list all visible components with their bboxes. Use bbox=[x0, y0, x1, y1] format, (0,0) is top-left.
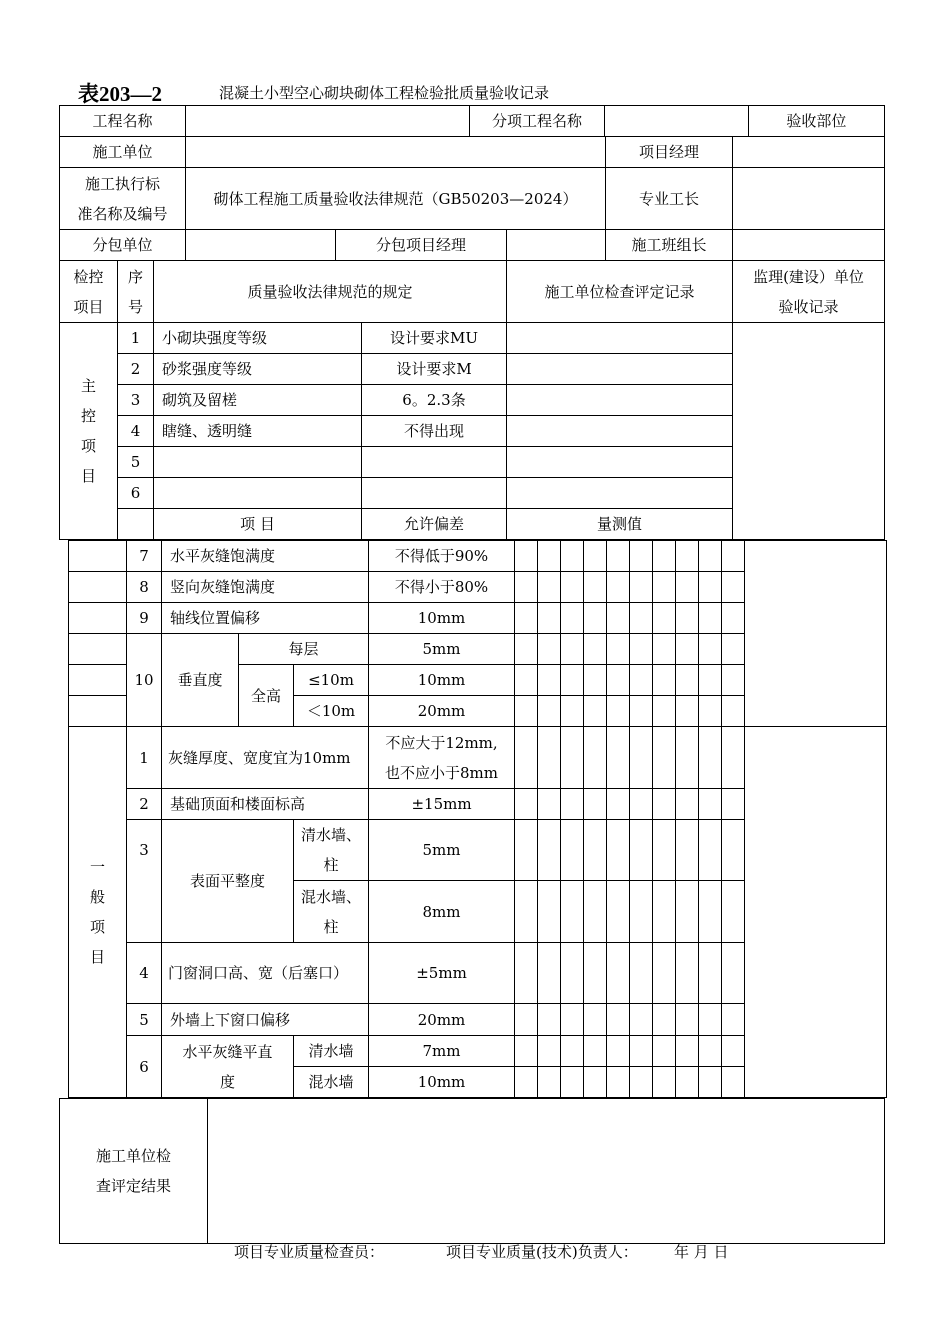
row-req: 8mm bbox=[369, 881, 515, 943]
measure-cell[interactable] bbox=[538, 665, 561, 696]
subcontractor-field[interactable] bbox=[186, 230, 336, 261]
row-req: 7mm bbox=[369, 1036, 515, 1067]
measure-cell[interactable] bbox=[515, 1036, 538, 1067]
main-control-label: 主 控 项 目 bbox=[60, 323, 118, 540]
measure-cell[interactable] bbox=[630, 541, 653, 572]
measure-cell[interactable] bbox=[653, 820, 676, 881]
measure-cell[interactable] bbox=[699, 881, 722, 943]
measure-cell[interactable] bbox=[722, 1036, 745, 1067]
result-table bbox=[59, 1098, 885, 1261]
clear-wall-label: 清水墙 bbox=[294, 1036, 369, 1067]
measure-cell[interactable] bbox=[653, 572, 676, 603]
measure-cell[interactable] bbox=[515, 1004, 538, 1036]
measure-cell[interactable] bbox=[561, 1036, 584, 1067]
check-item-header: 检控 项目 bbox=[60, 261, 118, 323]
measure-cell[interactable] bbox=[538, 634, 561, 665]
measured-items-table bbox=[68, 540, 887, 1098]
measure-cell[interactable] bbox=[538, 1067, 561, 1098]
result-label: 施工单位检 查评定结果 bbox=[60, 1099, 208, 1244]
measure-cell[interactable] bbox=[722, 572, 745, 603]
measure-cell[interactable] bbox=[653, 603, 676, 634]
info-table bbox=[59, 136, 885, 261]
row-record[interactable] bbox=[507, 478, 733, 509]
row-item: 砂浆强度等级 bbox=[154, 354, 362, 385]
measure-cell[interactable] bbox=[722, 789, 745, 820]
sub-project-field[interactable] bbox=[605, 106, 748, 136]
measure-cell[interactable] bbox=[653, 943, 676, 1004]
measure-cell[interactable] bbox=[722, 727, 745, 789]
measure-cell[interactable] bbox=[676, 665, 699, 696]
measure-cell[interactable] bbox=[607, 634, 630, 665]
date-label: 年 月 日 bbox=[674, 1243, 729, 1261]
measure-cell[interactable] bbox=[515, 696, 538, 727]
measure-cell[interactable] bbox=[722, 1004, 745, 1036]
measure-cell[interactable] bbox=[699, 1036, 722, 1067]
acceptance-part-label: 验收部位 bbox=[786, 112, 847, 130]
row-item[interactable] bbox=[154, 478, 362, 509]
measure-cell[interactable] bbox=[538, 789, 561, 820]
measure-cell[interactable] bbox=[561, 696, 584, 727]
row-no: 5 bbox=[127, 1004, 162, 1036]
measure-cell[interactable] bbox=[515, 943, 538, 1004]
measure-cell[interactable] bbox=[561, 1067, 584, 1098]
supervisor-record-field[interactable] bbox=[733, 323, 885, 540]
measure-cell[interactable] bbox=[630, 665, 653, 696]
mixed-wall-label: 混水墙、 柱 bbox=[294, 881, 369, 943]
measure-cell[interactable] bbox=[584, 541, 607, 572]
row-req[interactable] bbox=[362, 478, 507, 509]
le10-label: ≤10m bbox=[294, 665, 369, 696]
per-floor-label: 每层 bbox=[239, 634, 369, 665]
measure-cell[interactable] bbox=[515, 572, 538, 603]
mixed-wall-label: 混水墙 bbox=[294, 1067, 369, 1098]
measure-cell[interactable] bbox=[538, 1004, 561, 1036]
measure-cell[interactable] bbox=[584, 943, 607, 1004]
measure-cell[interactable] bbox=[561, 572, 584, 603]
row-no: 6 bbox=[118, 478, 154, 509]
row-req: 10mm bbox=[369, 665, 515, 696]
measure-cell[interactable] bbox=[653, 1004, 676, 1036]
measure-cell[interactable] bbox=[607, 665, 630, 696]
project-name-field[interactable] bbox=[186, 106, 470, 137]
project-name-label: 工程名称 bbox=[60, 106, 186, 137]
measure-cell[interactable] bbox=[607, 881, 630, 943]
row-item: 轴线位置偏移 bbox=[162, 603, 369, 634]
measure-cell[interactable] bbox=[630, 881, 653, 943]
table-number: 表203—2 bbox=[78, 82, 162, 106]
spec-header: 质量验收法律规范的规定 bbox=[154, 261, 507, 323]
measure-cell[interactable] bbox=[538, 881, 561, 943]
measure-cell[interactable] bbox=[722, 665, 745, 696]
inspector-label: 项目专业质量检查员： bbox=[234, 1243, 385, 1261]
row-no: 2 bbox=[118, 354, 154, 385]
foreman-field[interactable] bbox=[733, 168, 885, 230]
measure-cell[interactable] bbox=[584, 696, 607, 727]
tech-lead-label: 项目专业质量(技术)负责人： bbox=[446, 1243, 638, 1261]
row-req: 不得小于80% bbox=[369, 572, 515, 603]
measure-cell[interactable] bbox=[630, 572, 653, 603]
measure-cell[interactable] bbox=[699, 634, 722, 665]
measure-cell[interactable] bbox=[607, 541, 630, 572]
measure-cell[interactable] bbox=[722, 881, 745, 943]
team-leader-label: 施工班组长 bbox=[606, 230, 733, 261]
row-no: 3 bbox=[127, 820, 162, 943]
measure-cell[interactable] bbox=[561, 727, 584, 789]
measure-cell[interactable] bbox=[561, 789, 584, 820]
measure-cell[interactable] bbox=[607, 1036, 630, 1067]
measure-cell[interactable] bbox=[676, 789, 699, 820]
row-req: 不应大于12mm, 也不应小于8mm bbox=[369, 727, 515, 789]
measure-cell[interactable] bbox=[630, 603, 653, 634]
measure-cell[interactable] bbox=[561, 820, 584, 881]
measure-cell[interactable] bbox=[653, 789, 676, 820]
measure-cell[interactable] bbox=[676, 634, 699, 665]
measure-cell[interactable] bbox=[607, 727, 630, 789]
measure-cell[interactable] bbox=[699, 1004, 722, 1036]
measure-cell[interactable] bbox=[630, 789, 653, 820]
measure-cell[interactable] bbox=[630, 820, 653, 881]
measure-cell[interactable] bbox=[515, 603, 538, 634]
row-req: ±5mm bbox=[369, 943, 515, 1004]
project-manager-field[interactable] bbox=[733, 137, 885, 168]
row-no: 7 bbox=[127, 541, 162, 572]
row-item: 竖向灰缝饱满度 bbox=[162, 572, 369, 603]
measure-cell[interactable] bbox=[676, 696, 699, 727]
sub-header-tolerance: 允许偏差 bbox=[362, 509, 507, 540]
measure-cell[interactable] bbox=[676, 1067, 699, 1098]
measure-cell[interactable] bbox=[607, 789, 630, 820]
measure-cell[interactable] bbox=[630, 1036, 653, 1067]
row-req: 10mm bbox=[369, 1067, 515, 1098]
measure-cell[interactable] bbox=[584, 665, 607, 696]
row-req: 5mm bbox=[369, 820, 515, 881]
measure-cell[interactable] bbox=[515, 541, 538, 572]
row-req: 20mm bbox=[369, 696, 515, 727]
row-req: 6。2.3条 bbox=[362, 385, 507, 416]
measure-cell[interactable] bbox=[630, 696, 653, 727]
row-no: 4 bbox=[127, 943, 162, 1004]
measure-cell[interactable] bbox=[515, 634, 538, 665]
row-no: 1 bbox=[127, 727, 162, 789]
standard-label: 施工执行标 准名称及编号 bbox=[60, 168, 186, 230]
measure-cell[interactable] bbox=[515, 789, 538, 820]
measure-cell[interactable] bbox=[676, 572, 699, 603]
measure-cell[interactable] bbox=[722, 943, 745, 1004]
measure-cell[interactable] bbox=[607, 820, 630, 881]
row-no: 8 bbox=[127, 572, 162, 603]
row-req: 设计要求M bbox=[362, 354, 507, 385]
sub-project-label: 分项工程名称 bbox=[470, 106, 605, 137]
measure-cell[interactable] bbox=[722, 634, 745, 665]
measure-cell[interactable] bbox=[584, 1036, 607, 1067]
measure-cell[interactable] bbox=[653, 1067, 676, 1098]
measure-cell[interactable] bbox=[538, 603, 561, 634]
row-item: 灰缝厚度、宽度宜为10mm bbox=[162, 727, 369, 789]
measure-cell[interactable] bbox=[630, 634, 653, 665]
measure-cell[interactable] bbox=[630, 727, 653, 789]
team-leader-field[interactable] bbox=[733, 230, 885, 261]
subcontractor-label: 分包单位 bbox=[60, 230, 186, 261]
measure-cell[interactable] bbox=[699, 727, 722, 789]
measure-cell[interactable] bbox=[653, 541, 676, 572]
measure-cell[interactable] bbox=[515, 665, 538, 696]
measure-cell[interactable] bbox=[584, 603, 607, 634]
construction-unit-label: 施工单位 bbox=[60, 137, 186, 168]
measure-cell[interactable] bbox=[607, 1067, 630, 1098]
row-record[interactable] bbox=[507, 354, 733, 385]
row-req[interactable] bbox=[362, 447, 507, 478]
measure-cell[interactable] bbox=[630, 1004, 653, 1036]
row-no: 3 bbox=[118, 385, 154, 416]
measure-cell[interactable] bbox=[676, 727, 699, 789]
measure-cell[interactable] bbox=[630, 1067, 653, 1098]
form-title: 混凝土小型空心砌块砌体工程检验批质量验收记录 bbox=[219, 84, 550, 102]
measure-cell[interactable] bbox=[676, 603, 699, 634]
row-item: 门窗洞口高、宽（后塞口） bbox=[162, 943, 369, 1004]
row-item[interactable] bbox=[154, 447, 362, 478]
sub-manager-label: 分包项目经理 bbox=[336, 230, 507, 261]
row-no: 10 bbox=[127, 634, 162, 727]
measure-cell[interactable] bbox=[538, 820, 561, 881]
flatness-label: 表面平整度 bbox=[162, 820, 294, 943]
measure-cell[interactable] bbox=[538, 943, 561, 1004]
measure-cell[interactable] bbox=[561, 603, 584, 634]
measure-cell[interactable] bbox=[653, 696, 676, 727]
sub-header-measured: 量测值 bbox=[507, 509, 733, 540]
measure-cell[interactable] bbox=[584, 820, 607, 881]
measure-cell[interactable] bbox=[538, 696, 561, 727]
row-item: 砌筑及留槎 bbox=[154, 385, 362, 416]
measure-cell[interactable] bbox=[584, 789, 607, 820]
foreman-label: 专业工长 bbox=[606, 168, 733, 230]
measure-cell[interactable] bbox=[515, 727, 538, 789]
measure-cell[interactable] bbox=[699, 603, 722, 634]
measure-cell[interactable] bbox=[676, 1036, 699, 1067]
contractor-record-header: 施工单位检查评定记录 bbox=[507, 261, 733, 323]
row-req: 10mm bbox=[369, 603, 515, 634]
measure-cell[interactable] bbox=[538, 541, 561, 572]
measure-cell[interactable] bbox=[722, 820, 745, 881]
row-item: 外墙上下窗口偏移 bbox=[162, 1004, 369, 1036]
row-no-empty bbox=[118, 509, 154, 540]
supervisor-field[interactable] bbox=[745, 541, 887, 727]
row-no: 9 bbox=[127, 603, 162, 634]
row-record[interactable] bbox=[507, 323, 733, 354]
measure-cell[interactable] bbox=[653, 881, 676, 943]
construction-unit-field[interactable] bbox=[186, 137, 606, 168]
measure-cell[interactable] bbox=[538, 1036, 561, 1067]
verticality-label: 垂直度 bbox=[162, 634, 239, 727]
measure-cell[interactable] bbox=[584, 1067, 607, 1098]
measure-cell[interactable] bbox=[607, 1004, 630, 1036]
row-req: 不得出现 bbox=[362, 416, 507, 447]
measure-cell[interactable] bbox=[676, 881, 699, 943]
info-and-main-control-table bbox=[59, 105, 885, 137]
row-no: 4 bbox=[118, 416, 154, 447]
measure-cell[interactable] bbox=[515, 1067, 538, 1098]
measure-cell[interactable] bbox=[538, 572, 561, 603]
measure-cell[interactable] bbox=[584, 1004, 607, 1036]
row-record[interactable] bbox=[507, 385, 733, 416]
joint-straightness-label: 水平灰缝平直 度 bbox=[162, 1036, 294, 1098]
row-item: 瞎缝、透明缝 bbox=[154, 416, 362, 447]
measure-cell[interactable] bbox=[699, 820, 722, 881]
measure-cell[interactable] bbox=[676, 1004, 699, 1036]
clear-wall-label: 清水墙、 柱 bbox=[294, 820, 369, 881]
measure-cell[interactable] bbox=[607, 572, 630, 603]
measure-cell[interactable] bbox=[722, 1067, 745, 1098]
measure-cell[interactable] bbox=[561, 665, 584, 696]
measure-cell[interactable] bbox=[699, 789, 722, 820]
measure-cell[interactable] bbox=[561, 1004, 584, 1036]
measure-cell[interactable] bbox=[584, 634, 607, 665]
measure-cell[interactable] bbox=[722, 603, 745, 634]
measure-cell[interactable] bbox=[699, 696, 722, 727]
row-req: 5mm bbox=[369, 634, 515, 665]
full-height-label: 全高 bbox=[239, 665, 294, 727]
measure-cell[interactable] bbox=[584, 572, 607, 603]
measure-cell[interactable] bbox=[584, 881, 607, 943]
general-items-label: 一 般 项 目 bbox=[69, 727, 127, 1098]
row-req: 设计要求MU bbox=[362, 323, 507, 354]
main-control-table bbox=[59, 260, 885, 540]
row-no: 1 bbox=[118, 323, 154, 354]
gt10-label: ＜10m bbox=[294, 696, 369, 727]
measure-cell[interactable] bbox=[561, 541, 584, 572]
measure-cell[interactable] bbox=[607, 603, 630, 634]
row-item: 基础顶面和楼面标高 bbox=[162, 789, 369, 820]
row-no: 6 bbox=[127, 1036, 162, 1098]
measure-cell[interactable] bbox=[561, 881, 584, 943]
row-req: ±15mm bbox=[369, 789, 515, 820]
measure-cell[interactable] bbox=[584, 727, 607, 789]
measure-cell[interactable] bbox=[607, 696, 630, 727]
row-req: 20mm bbox=[369, 1004, 515, 1036]
measure-cell[interactable] bbox=[538, 727, 561, 789]
measure-cell[interactable] bbox=[515, 881, 538, 943]
measure-cell[interactable] bbox=[653, 665, 676, 696]
measure-cell[interactable] bbox=[630, 943, 653, 1004]
measure-cell[interactable] bbox=[699, 943, 722, 1004]
measure-cell[interactable] bbox=[699, 541, 722, 572]
measure-cell[interactable] bbox=[722, 696, 745, 727]
row-record[interactable] bbox=[507, 416, 733, 447]
measure-cell[interactable] bbox=[722, 541, 745, 572]
standard-value: 砌体工程施工质量验收法律规范（GB50203—2024） bbox=[186, 168, 606, 230]
row-item: 小砌块强度等级 bbox=[154, 323, 362, 354]
row-req: 不得低于90% bbox=[369, 541, 515, 572]
measure-cell[interactable] bbox=[676, 820, 699, 881]
measure-cell[interactable] bbox=[653, 634, 676, 665]
measure-cell[interactable] bbox=[561, 943, 584, 1004]
row-no: 5 bbox=[118, 447, 154, 478]
general-supervisor-field[interactable] bbox=[745, 727, 887, 1098]
project-manager-label: 项目经理 bbox=[606, 137, 733, 168]
measure-cell[interactable] bbox=[515, 820, 538, 881]
row-no: 2 bbox=[127, 789, 162, 820]
measure-cell[interactable] bbox=[676, 943, 699, 1004]
sub-header-item: 项 目 bbox=[154, 509, 362, 540]
measure-cell[interactable] bbox=[699, 1067, 722, 1098]
seq-header: 序 号 bbox=[118, 261, 154, 323]
measure-cell[interactable] bbox=[676, 541, 699, 572]
row-item: 水平灰缝饱满度 bbox=[162, 541, 369, 572]
result-field[interactable] bbox=[208, 1099, 885, 1261]
sub-manager-field[interactable] bbox=[507, 230, 606, 261]
supervisor-header: 监理(建设）单位 验收记录 bbox=[733, 261, 885, 323]
measure-cell[interactable] bbox=[653, 1036, 676, 1067]
measure-cell[interactable] bbox=[699, 665, 722, 696]
measure-cell[interactable] bbox=[653, 727, 676, 789]
measure-cell[interactable] bbox=[699, 572, 722, 603]
measure-cell[interactable] bbox=[561, 634, 584, 665]
row-record[interactable] bbox=[507, 447, 733, 478]
measure-cell[interactable] bbox=[607, 943, 630, 1004]
